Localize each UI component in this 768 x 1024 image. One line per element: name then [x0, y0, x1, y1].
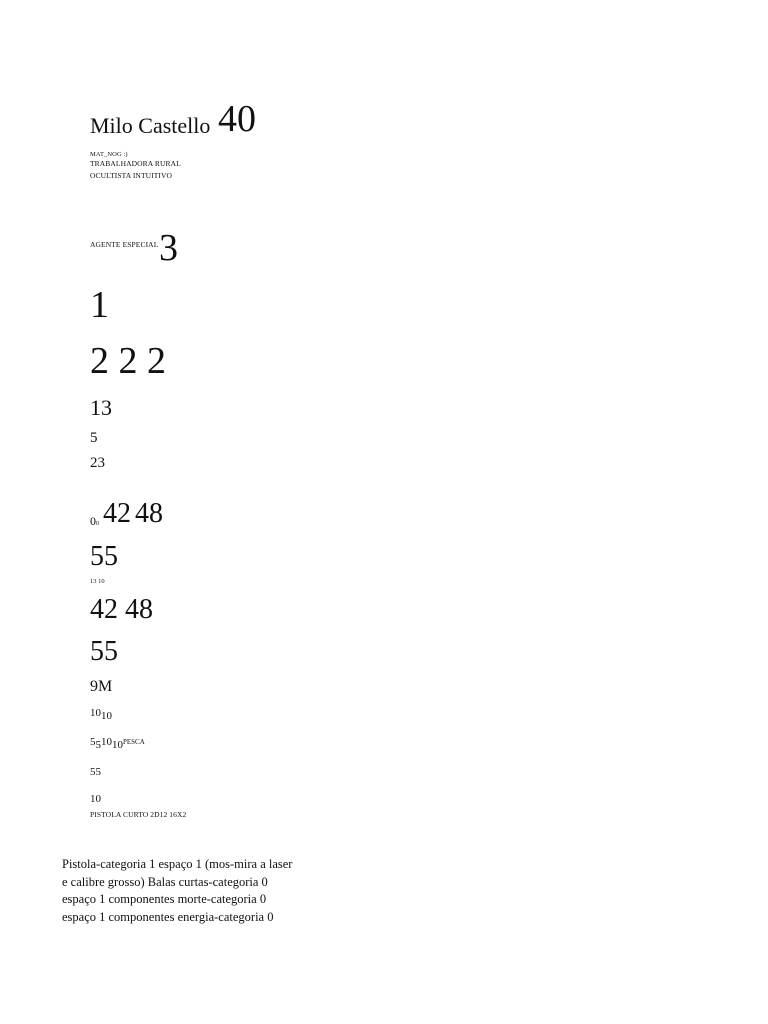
rank-label: AGENTE ESPECIAL — [90, 240, 159, 249]
tens-b: 10 — [101, 710, 112, 722]
notes-line-1: Pistola-categoria 1 espaço 1 (mos-mira a laser — [62, 857, 293, 871]
value-row-b — [90, 596, 153, 624]
tens-d: 10 — [112, 739, 123, 751]
value-13: 13 — [90, 395, 112, 420]
origin-label: TRABALHADORA RURAL — [90, 159, 181, 168]
player-name: MAT_NOG :) — [90, 151, 128, 158]
value-row-a — [90, 500, 163, 528]
notes-line-2: e calibre grosso) Balas curtas-categoria 0 — [62, 874, 268, 889]
value-triple — [90, 342, 166, 380]
notes-line-3: espaço 1 componentes morte-categoria 0 — [62, 892, 267, 907]
value-10: 10 — [90, 793, 101, 805]
pair-b-first: 42 — [90, 594, 118, 625]
value-one: 1 — [90, 284, 109, 326]
fives-tens-row — [90, 737, 145, 751]
value-5: 5 — [90, 430, 98, 446]
value-23: 23 — [90, 455, 105, 471]
pesca-label: PESCA — [123, 738, 145, 746]
tiny-pair-a: 13 — [90, 578, 97, 585]
tens-row — [90, 708, 112, 722]
value-9m: 9M — [90, 678, 113, 695]
notes-line-4: espaço 1 componentes energia-categoria 0 — [62, 909, 274, 924]
rank-value: 3 — [159, 227, 178, 269]
character-number: 40 — [218, 98, 256, 140]
pair-b-second: 48 — [125, 594, 153, 625]
tiny-pair-b: 10 — [98, 578, 105, 585]
tens-c: 10 — [101, 736, 112, 748]
tens-a: 10 — [90, 707, 101, 719]
small-zero-a: 0 — [90, 514, 96, 528]
triple-a: 2 — [90, 340, 109, 382]
weapon-label: PISTOLA CURTO 2D12 16X2 — [90, 810, 187, 819]
small-zero-b: 0 — [96, 521, 99, 527]
triple-c: 2 — [147, 340, 166, 382]
class-label: OCULTISTA INTUITIVO — [90, 171, 173, 180]
triple-b: 2 — [118, 340, 138, 382]
value-55-c: 55 — [90, 766, 101, 778]
pair-a-second: 48 — [135, 498, 163, 529]
pair-a-first: 42 — [103, 498, 131, 529]
tiny-pair — [90, 579, 105, 586]
value-55-a: 55 — [90, 541, 118, 572]
fives-a: 5 — [90, 736, 96, 748]
value-55-b: 55 — [90, 636, 118, 667]
character-name: Milo Castello — [90, 113, 211, 138]
fives-b: 5 — [95, 739, 101, 751]
notes-paragraph — [62, 856, 302, 926]
